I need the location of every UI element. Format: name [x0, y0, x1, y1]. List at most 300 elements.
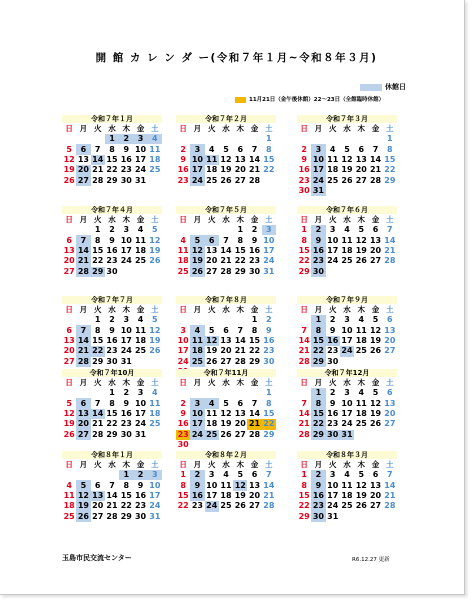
day-cell: 18: [177, 256, 189, 266]
day-cell: 7: [251, 398, 258, 408]
weekday-header: 木: [122, 124, 131, 133]
day-cell: 4: [180, 235, 186, 245]
day-cell: 1: [105, 134, 119, 144]
day-cell: 26: [220, 429, 232, 439]
month-title: 令和７年８月: [176, 296, 276, 304]
day-cell: 3: [344, 388, 350, 398]
weekday-header: 日: [65, 215, 73, 224]
day-cell: 24: [149, 501, 161, 511]
weekday-header: 金: [371, 124, 380, 133]
day-cell: 1: [311, 388, 325, 398]
day-cell: 3: [123, 315, 130, 325]
day-cell: 28: [263, 501, 275, 511]
day-cell: 4: [152, 388, 158, 398]
day-cell: 15: [312, 335, 324, 345]
day-cell: 24: [134, 419, 147, 429]
day-cell: 5: [66, 398, 72, 408]
day-cell: 12: [234, 480, 246, 490]
day-cell: 18: [191, 346, 203, 356]
weekday-header: 金: [136, 215, 145, 224]
weekday-header: 木: [236, 378, 245, 387]
day-cell: 20: [234, 165, 246, 175]
weekday-header: 月: [79, 215, 88, 224]
day-cell: 16: [191, 490, 203, 500]
weekday-header: 日: [65, 460, 73, 469]
day-cell: 22: [248, 346, 261, 356]
day-cell: 27: [355, 175, 367, 185]
day-cell: 6: [237, 398, 244, 408]
day-cell: 19: [234, 490, 246, 500]
day-cell: 24: [191, 429, 203, 439]
closed-swatch: [360, 84, 382, 91]
weekday-header: 木: [357, 305, 366, 314]
day-cell: 4: [223, 470, 229, 480]
day-cell: 28: [369, 175, 382, 185]
day-cell: 1: [109, 388, 115, 398]
day-cell: 16: [248, 245, 261, 255]
day-cell: 5: [223, 398, 229, 408]
day-cell: 27: [63, 266, 75, 276]
weekday-header: 金: [136, 305, 145, 314]
day-cell: 8: [237, 235, 244, 245]
month-title: 令和７年11月: [176, 369, 276, 377]
day-cell: 10: [149, 480, 161, 490]
day-cell: 14: [298, 335, 310, 345]
day-cell: 20: [355, 165, 367, 175]
day-cell: 25: [191, 356, 203, 366]
weekday-header: 日: [179, 305, 187, 314]
day-cell: 13: [206, 245, 218, 255]
day-cell: 18: [63, 501, 75, 511]
weekday-header: 木: [357, 124, 366, 133]
day-cell: 1: [266, 134, 272, 144]
day-cell: 2: [329, 315, 336, 325]
day-cell: 15: [106, 154, 118, 164]
month-title: 令和８年２月: [176, 451, 276, 459]
day-cell: 15: [263, 408, 275, 418]
day-cell: 12: [341, 154, 353, 164]
day-cell: 11: [149, 398, 161, 408]
day-cell: 2: [180, 144, 186, 154]
weekday-header: 火: [207, 124, 216, 133]
day-cell: 8: [109, 144, 115, 154]
day-cell: 1: [266, 388, 272, 398]
day-cell: 17: [327, 245, 339, 255]
weekday-header: 水: [343, 124, 351, 133]
day-cell: 22: [312, 346, 324, 356]
weekday-header: 木: [357, 215, 366, 224]
day-cell: 4: [344, 470, 350, 480]
weekday-header: 土: [265, 215, 273, 224]
day-cell: 15: [384, 154, 396, 164]
day-cell: 10: [327, 480, 339, 490]
day-cell: 2: [190, 470, 204, 480]
day-cell: 11: [341, 235, 353, 245]
month-title: 令和７年４月: [62, 206, 162, 214]
day-cell: 28: [92, 429, 104, 439]
day-cell: 18: [206, 419, 218, 429]
day-cell: 7: [94, 398, 101, 408]
day-cell: 5: [358, 225, 365, 235]
day-cell: 17: [177, 346, 189, 356]
day-cell: 17: [341, 408, 353, 418]
day-cell: 26: [220, 175, 232, 185]
day-cell: 26: [341, 175, 353, 185]
day-cell: 23: [191, 501, 203, 511]
day-cell: 6: [237, 144, 244, 154]
day-cell: 17: [149, 490, 161, 500]
day-cell: 2: [311, 225, 325, 235]
day-cell: 12: [220, 408, 232, 418]
month-calendar: [62, 451, 162, 522]
day-cell: 21: [248, 165, 261, 175]
day-cell: 23: [120, 419, 132, 429]
weekday-header: 水: [108, 460, 116, 469]
day-cell: 4: [208, 144, 215, 154]
day-cell: 9: [329, 398, 336, 408]
day-cell: 18: [134, 245, 147, 255]
weekday-header: 土: [151, 215, 159, 224]
day-cell: 13: [63, 335, 75, 345]
day-cell: 2: [266, 315, 272, 325]
day-cell: 17: [134, 154, 147, 164]
weekday-header: 火: [328, 124, 337, 133]
day-cell: 8: [301, 235, 307, 245]
day-cell: 4: [137, 225, 144, 235]
day-cell: 1: [387, 134, 393, 144]
day-cell: 28: [106, 511, 118, 521]
month-calendar: [176, 206, 276, 277]
month-title: 令和７年９月: [297, 296, 397, 304]
day-cell: 31: [134, 175, 147, 185]
day-cell: 7: [223, 235, 229, 245]
day-cell: 22: [298, 256, 310, 266]
day-cell: 20: [220, 346, 232, 356]
day-cell: 16: [134, 490, 147, 500]
page-title: 開 館 カ レ ン ダ ー(令和７年１月~令和８年３月): [95, 52, 378, 64]
day-cell: 2: [301, 144, 307, 154]
day-cell: 5: [358, 470, 365, 480]
day-cell: 24: [341, 346, 353, 356]
day-cell: 23: [298, 175, 310, 185]
day-cell: 8: [311, 325, 325, 335]
day-cell: 4: [148, 134, 162, 144]
day-cell: 6: [205, 235, 219, 245]
month-calendar: [297, 115, 397, 196]
weekday-header: 月: [79, 305, 88, 314]
day-cell: 17: [191, 419, 203, 429]
day-cell: 28: [248, 429, 261, 439]
weekday-header: 水: [343, 378, 351, 387]
day-cell: 6: [372, 225, 379, 235]
day-cell: 9: [109, 325, 115, 335]
weekday-header: 月: [79, 460, 88, 469]
month-title: 令和７年１月: [62, 115, 162, 123]
day-cell: 17: [120, 335, 132, 345]
weekday-header: 土: [265, 460, 273, 469]
weekday-header: 水: [108, 378, 116, 387]
day-cell: 21: [234, 346, 246, 356]
day-cell: 21: [263, 490, 275, 500]
month-title: 令和７年６月: [297, 206, 397, 214]
day-cell: 28: [298, 429, 310, 439]
day-cell: 21: [92, 419, 104, 429]
weekday-header: 月: [193, 124, 202, 133]
day-cell: 26: [369, 419, 382, 429]
day-cell: 30: [312, 266, 324, 276]
day-cell: 30: [134, 511, 147, 521]
weekday-header: 木: [357, 378, 366, 387]
day-cell: 31: [312, 186, 324, 196]
day-cell: 15: [298, 245, 310, 255]
day-cell: 22: [92, 346, 104, 356]
day-cell: 19: [63, 165, 75, 175]
day-cell: 27: [248, 501, 261, 511]
day-cell: 9: [180, 408, 186, 418]
day-cell: 12: [369, 325, 382, 335]
day-cell: 20: [206, 256, 218, 266]
day-cell: 22: [177, 501, 189, 511]
day-cell: 30: [327, 429, 339, 439]
weekday-header: 月: [314, 305, 323, 314]
weekday-header: 日: [300, 460, 308, 469]
day-cell: 12: [206, 335, 218, 345]
day-cell: 29: [263, 429, 275, 439]
day-cell: 6: [66, 235, 72, 245]
day-cell: 6: [94, 480, 101, 490]
day-cell: 27: [92, 511, 104, 521]
day-cell: 12: [63, 154, 75, 164]
day-cell: 5: [76, 480, 90, 490]
day-cell: 22: [263, 419, 275, 429]
day-cell: 9: [311, 235, 325, 245]
weekday-header: 木: [357, 460, 366, 469]
weekday-header: 火: [207, 215, 216, 224]
weekday-header: 土: [151, 378, 159, 387]
day-cell: 12: [369, 398, 382, 408]
day-cell: 24: [120, 346, 132, 356]
weekday-header: 土: [386, 305, 394, 314]
weekday-header: 土: [265, 124, 273, 133]
month-calendar: [176, 296, 276, 377]
weekday-header: 金: [250, 124, 259, 133]
day-cell: 14: [369, 154, 382, 164]
weekday-header: 木: [122, 215, 131, 224]
weekday-header: 水: [343, 460, 351, 469]
day-cell: 29: [384, 175, 396, 185]
day-cell: 13: [248, 480, 261, 490]
day-cell: 11: [355, 398, 367, 408]
weekday-header: 木: [122, 460, 131, 469]
day-cell: 11: [63, 490, 75, 500]
day-cell: 24: [191, 175, 203, 185]
day-cell: 5: [237, 470, 244, 480]
day-cell: 3: [344, 315, 350, 325]
day-cell: 18: [220, 490, 232, 500]
day-cell: 27: [77, 429, 89, 439]
day-cell: 17: [206, 490, 218, 500]
day-cell: 27: [220, 356, 232, 366]
day-cell: 3: [329, 470, 336, 480]
day-cell: 4: [344, 225, 350, 235]
day-cell: 7: [94, 144, 101, 154]
day-cell: 8: [180, 480, 186, 490]
day-cell: 23: [312, 501, 324, 511]
day-cell: 24: [312, 175, 324, 185]
day-cell: 19: [341, 165, 353, 175]
day-cell: 20: [77, 419, 89, 429]
weekday-header: 月: [193, 460, 202, 469]
day-cell: 4: [205, 398, 219, 408]
day-cell: 28: [384, 501, 396, 511]
weekday-header: 金: [136, 460, 145, 469]
day-cell: 25: [355, 419, 367, 429]
closed-legend-label: 休館日: [385, 83, 406, 91]
day-cell: 3: [133, 134, 147, 144]
day-cell: 13: [63, 245, 75, 255]
month-calendar: [297, 451, 397, 522]
weekday-header: 金: [136, 378, 145, 387]
day-cell: 1: [301, 225, 307, 235]
day-cell: 26: [369, 346, 382, 356]
day-cell: 20: [234, 419, 246, 429]
day-cell: 18: [149, 408, 161, 418]
day-cell: 17: [327, 490, 339, 500]
day-cell: 28: [77, 266, 89, 276]
day-cell: 2: [119, 134, 133, 144]
day-cell: 31: [134, 429, 147, 439]
day-cell: 22: [234, 256, 246, 266]
day-cell: 26: [63, 175, 75, 185]
month-calendar: [297, 369, 397, 440]
weekday-header: 金: [371, 305, 380, 314]
weekday-header: 水: [343, 215, 351, 224]
day-cell: 19: [77, 501, 89, 511]
weekday-header: 月: [193, 215, 202, 224]
weekday-header: 月: [193, 305, 202, 314]
weekday-header: 日: [179, 460, 187, 469]
day-cell: 10: [263, 235, 275, 245]
day-cell: 9: [109, 235, 115, 245]
day-cell: 10: [191, 154, 203, 164]
weekday-header: 金: [250, 215, 259, 224]
day-cell: 16: [327, 335, 339, 345]
day-cell: 2: [329, 388, 336, 398]
day-cell: 10: [177, 335, 189, 345]
day-cell: 8: [123, 480, 130, 490]
day-cell: 30: [120, 429, 132, 439]
day-cell: 13: [369, 235, 382, 245]
day-cell: 22: [298, 501, 310, 511]
day-cell: 26: [206, 356, 218, 366]
day-cell: 23: [327, 419, 339, 429]
weekday-header: 火: [328, 215, 337, 224]
day-cell: 11: [134, 325, 147, 335]
day-cell: 9: [180, 154, 186, 164]
day-cell: 16: [177, 419, 189, 429]
month-calendar: [176, 369, 276, 450]
day-cell: 22: [263, 165, 275, 175]
day-cell: 1: [237, 225, 244, 235]
day-cell: 17: [341, 335, 353, 345]
day-cell: 19: [220, 419, 232, 429]
weekday-header: 水: [108, 305, 116, 314]
day-cell: 4: [66, 480, 72, 490]
day-cell: 8: [387, 144, 393, 154]
day-cell: 29: [312, 429, 324, 439]
day-cell: 14: [248, 408, 261, 418]
weekday-header: 火: [207, 305, 216, 314]
day-cell: 8: [266, 398, 272, 408]
weekday-header: 土: [265, 378, 273, 387]
month-calendar: [62, 115, 162, 186]
day-cell: 3: [148, 470, 162, 480]
day-cell: 29: [106, 429, 118, 439]
weekday-header: 日: [65, 124, 73, 133]
month-calendar: [62, 369, 162, 440]
day-cell: 6: [251, 470, 258, 480]
day-cell: 25: [177, 266, 189, 276]
day-cell: 6: [223, 325, 229, 335]
weekday-header: 月: [79, 124, 88, 133]
day-cell: 14: [92, 154, 104, 164]
day-cell: 14: [106, 490, 118, 500]
weekday-header: 月: [314, 215, 323, 224]
day-cell: 6: [387, 388, 393, 398]
day-cell: 1: [311, 315, 325, 325]
day-cell: 20: [248, 490, 261, 500]
weekday-header: 月: [314, 124, 323, 133]
day-cell: 8: [94, 235, 101, 245]
day-cell: 29: [298, 266, 310, 276]
day-cell: 30: [248, 266, 261, 276]
weekday-header: 火: [328, 460, 337, 469]
day-cell: 26: [234, 501, 246, 511]
day-cell: 10: [134, 144, 147, 154]
day-cell: 28: [234, 356, 246, 366]
day-cell: 26: [149, 346, 161, 356]
day-cell: 13: [92, 490, 104, 500]
weekday-header: 水: [222, 215, 230, 224]
day-cell: 22: [384, 165, 396, 175]
weekday-header: 金: [371, 378, 380, 387]
day-cell: 11: [220, 480, 232, 490]
weekday-header: 土: [386, 460, 394, 469]
day-cell: 28: [248, 175, 261, 185]
day-cell: 21: [369, 165, 382, 175]
day-cell: 30: [106, 266, 118, 276]
weekday-header: 火: [93, 215, 102, 224]
day-cell: 5: [152, 315, 158, 325]
day-cell: 19: [149, 335, 161, 345]
month-title: 令和８年３月: [297, 451, 397, 459]
day-cell: 18: [355, 408, 367, 418]
day-cell: 27: [234, 175, 246, 185]
day-cell: 2: [109, 225, 115, 235]
day-cell: 12: [355, 480, 367, 490]
month-calendar: [297, 296, 397, 367]
weekday-header: 金: [371, 215, 380, 224]
day-cell: 3: [123, 225, 130, 235]
day-cell: 20: [369, 245, 382, 255]
day-cell: 28: [298, 356, 310, 366]
day-cell: 23: [177, 175, 189, 185]
month-calendar: [62, 296, 162, 367]
day-cell: 13: [355, 154, 367, 164]
day-cell: 4: [190, 325, 204, 335]
day-cell: 19: [220, 165, 232, 175]
weekday-header: 月: [314, 378, 323, 387]
